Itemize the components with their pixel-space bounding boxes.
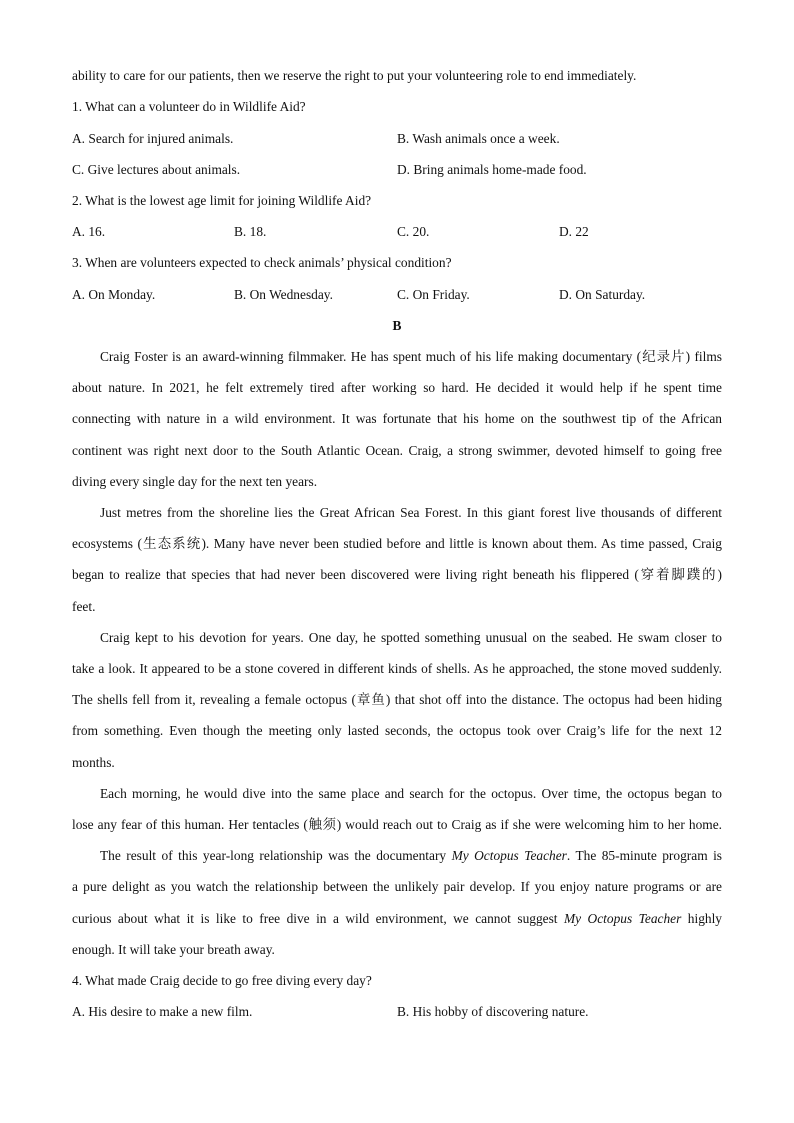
passage-line: Just metres from the shoreline lies the Great African Sea Forest. In this giant forest live thousands of different xyxy=(100,505,722,520)
question-4: 4. What made Craig decide to go free diving every day? xyxy=(72,973,372,988)
passage-line: Each morning, he would dive into the same place and search for the octopus. Over time, the octopus began to xyxy=(100,786,722,801)
documentary-title: My Octopus Teacher xyxy=(564,911,682,926)
q3-option-d: D. On Saturday. xyxy=(559,287,646,302)
section-label: B xyxy=(392,318,402,333)
passage-line: take a look. It appeared to be a stone covered in different kinds of shells. As he approached, the stone moved suddenly. xyxy=(72,661,722,676)
question-1: 1. What can a volunteer do in Wildlife Aid? xyxy=(72,99,306,114)
passage-line: The shells fell from it, revealing a female octopus (章鱼) that shot off into the distance. The octopus had been hiding xyxy=(72,692,722,707)
q4-option-b: B. His hobby of discovering nature. xyxy=(397,1004,589,1019)
passage-line: lose any fear of this human. Her tentacles (触须) would reach out to Craig as if she were welcoming him to her home. xyxy=(72,817,722,832)
passage-line: months. xyxy=(72,755,115,770)
q1-option-b: B. Wash animals once a week. xyxy=(397,131,560,146)
q1-option-a: A. Search for injured animals. xyxy=(72,131,234,146)
question-2: 2. What is the lowest age limit for joining Wildlife Aid? xyxy=(72,193,372,208)
passage-line: Craig Foster is an award-winning filmmaker. He has spent much of his life making documentary (纪录片) films xyxy=(100,349,722,364)
passage-line: began to realize that species that had never been discovered were living right beneath his flippered (穿着脚蹼的) xyxy=(72,567,722,582)
documentary-title: My Octopus Teacher xyxy=(451,848,567,863)
question-3: 3. When are volunteers expected to check animals’ physical condition? xyxy=(72,255,452,270)
q1-option-c: C. Give lectures about animals. xyxy=(72,162,241,177)
passage-line xyxy=(72,846,722,866)
passage-text: highly xyxy=(681,911,722,926)
passage-line: connecting with nature in a wild environment. It was fortunate that his home on the southwest tip of the African xyxy=(72,411,722,426)
q2-option-a: A. 16. xyxy=(72,224,106,239)
passage-line: enough. It will take your breath away. xyxy=(72,942,275,957)
passage-line: Craig kept to his devotion for years. One day, he spotted something unusual on the seabed. He swam closer to xyxy=(100,630,722,645)
q2-option-d: D. 22 xyxy=(559,224,589,239)
q1-option-d: D. Bring animals home-made food. xyxy=(397,162,587,177)
passage-line: about nature. In 2021, he felt extremely tired after working so hard. He decided it would help if he spent time xyxy=(72,380,722,395)
intro-line: ability to care for our patients, then we reserve the right to put your volunteering role to end immediately. xyxy=(72,68,637,83)
q3-option-a: A. On Monday. xyxy=(72,287,156,302)
passage-line: continent was right next door to the South Atlantic Ocean. Craig, a strong swimmer, devoted himself to going free xyxy=(72,443,722,458)
passage-text: curious about what it is like to free dive in a wild environment, we cannot suggest xyxy=(72,911,564,926)
q4-option-a: A. His desire to make a new film. xyxy=(72,1004,253,1019)
passage-line: from something. Even though the meeting only lasted seconds, the octopus took over Craig’s life for the next 12 xyxy=(72,723,722,738)
passage-line xyxy=(72,909,722,929)
passage-text: . The 85-minute program is xyxy=(566,848,722,863)
passage-text: The result of this year-long relationship was the documentary xyxy=(100,848,452,863)
passage-line: feet. xyxy=(72,599,96,614)
q2-option-b: B. 18. xyxy=(234,224,267,239)
passage-line: a pure delight as you watch the relationship between the unlikely pair develop. If you enjoy nature programs or are xyxy=(72,879,722,894)
passage-line: ecosystems (生态系统). Many have never been studied before and little is known about them. As time passed, Craig xyxy=(72,536,722,551)
passage-line: diving every single day for the next ten years. xyxy=(72,474,318,489)
q3-option-b: B. On Wednesday. xyxy=(234,287,333,302)
q2-option-c: C. 20. xyxy=(397,224,430,239)
q3-option-c: C. On Friday. xyxy=(397,287,470,302)
